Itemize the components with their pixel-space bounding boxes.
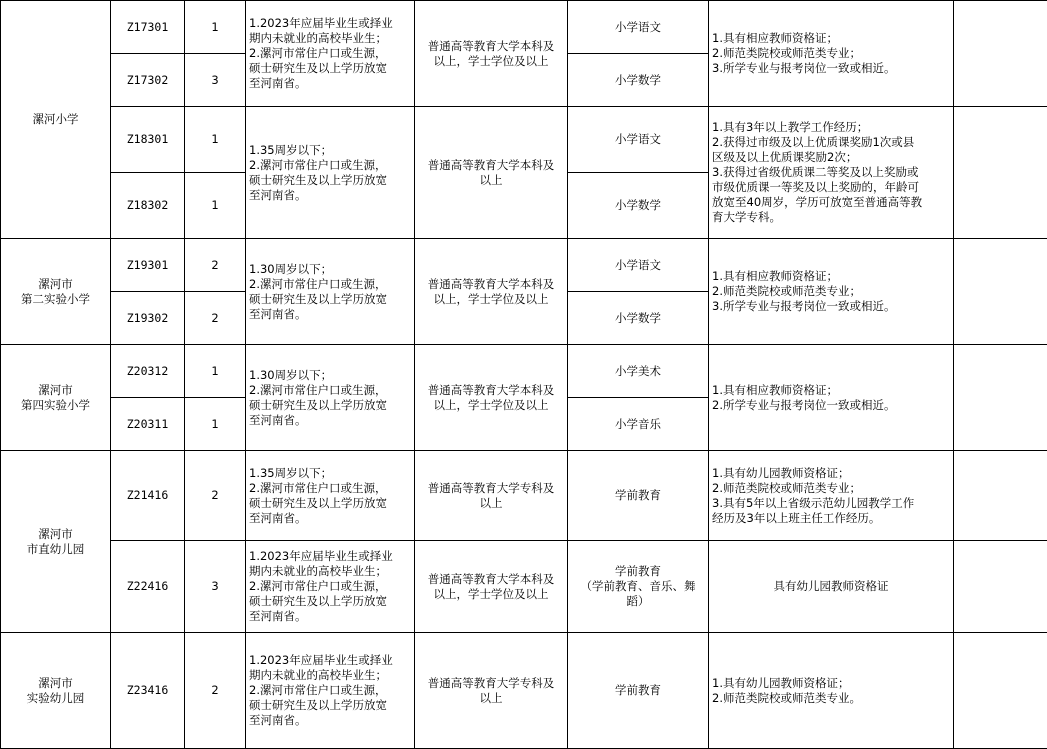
condition-line: 2.漯河市常住户口或生源， [249, 480, 387, 495]
subject-cell [568, 107, 709, 173]
condition-line: 至河南省。 [249, 609, 307, 623]
education-cell [415, 1, 568, 107]
requirement-line: 具有幼儿园教师资格证 [773, 579, 889, 593]
education-line: 以上，学士学位及以上 [433, 586, 549, 601]
condition-cell [246, 451, 415, 541]
subject-cell [568, 54, 709, 107]
unit-line: 第二实验小学 [21, 291, 90, 306]
education-line: 以上 [479, 690, 503, 705]
education-line: 以上，学士学位及以上 [433, 53, 549, 68]
condition-line: 2.漯河市常住户口或生源， [249, 382, 387, 397]
subject-cell [568, 451, 709, 541]
condition-line: 硕士研究生及以上学历放宽 [249, 594, 387, 608]
education-cell [415, 451, 568, 541]
subject-cell [568, 345, 709, 398]
requirement-line: 3.具有5年以上省级示范幼儿园教学工作 [712, 495, 915, 510]
condition-line: 2.漯河市常住户口或生源， [249, 157, 387, 172]
education-cell [415, 107, 568, 239]
unit-line: 漯河市 [38, 382, 73, 397]
remark-cell [954, 345, 1047, 451]
requirement-line: 2.获得过市级及以上优质课奖励1次或县 [712, 135, 915, 149]
education-line: 以上，学士学位及以上 [433, 291, 549, 306]
condition-cell [246, 345, 415, 451]
unit-line: 漯河市 [38, 675, 73, 690]
condition-line: 2.漯河市常住户口或生源， [249, 683, 387, 697]
condition-line: 至河南省。 [249, 76, 307, 90]
post-code-cell: Z18302 [111, 173, 185, 239]
requirement-line: 1.具有相应教师资格证； [712, 382, 838, 397]
post-code-cell: Z19302 [111, 292, 185, 345]
requirement-line: 1.具有相应教师资格证； [712, 31, 838, 45]
table-row [1, 107, 1047, 173]
requirement-cell [709, 633, 954, 749]
condition-line: 至河南省。 [249, 412, 307, 427]
hire-count-cell: 1 [185, 173, 246, 239]
remark-cell [954, 633, 1047, 749]
post-code-cell: Z17301 [111, 1, 185, 54]
hire-count-cell: 2 [185, 451, 246, 541]
condition-cell [246, 633, 415, 749]
condition-line: 至河南省。 [249, 187, 307, 202]
unit-line: 实验幼儿园 [26, 690, 85, 705]
subject-line: 小学音乐 [615, 416, 661, 431]
hire-count-cell: 3 [185, 541, 246, 633]
requirement-line: 1.具有相应教师资格证； [712, 269, 838, 283]
post-code-cell: Z17302 [111, 54, 185, 107]
condition-line: 硕士研究生及以上学历放宽 [249, 291, 387, 306]
remark-cell [954, 107, 1047, 239]
table-row [1, 1, 1047, 54]
hire-count-cell: 1 [185, 1, 246, 54]
education-cell [415, 345, 568, 451]
remark-cell [954, 239, 1047, 345]
unit-cell [1, 633, 111, 749]
remark-cell [954, 541, 1047, 633]
requirement-line: 经历及3年以上班主任工作经历。 [712, 510, 881, 525]
condition-line: 期内未就业的高校毕业生； [249, 31, 387, 45]
education-cell [415, 541, 568, 633]
unit-cell [1, 451, 111, 633]
post-code-cell: Z19301 [111, 239, 185, 292]
post-code-cell: Z20312 [111, 345, 185, 398]
unit-cell [1, 1, 111, 239]
requirement-line: 市级优质课一等奖及以上奖励的，年龄可 [712, 180, 919, 194]
requirement-line: 育大学专科。 [712, 210, 781, 224]
education-line: 普通高等教育大学本科及 [427, 157, 555, 172]
condition-line: 硕士研究生及以上学历放宽 [249, 397, 387, 412]
subject-cell [568, 541, 709, 633]
hire-count-cell: 3 [185, 54, 246, 107]
condition-line: 1.2023年应届毕业生或择业 [249, 653, 393, 667]
hire-count-cell: 1 [185, 107, 246, 173]
condition-line: 1.2023年应届毕业生或择业 [249, 549, 393, 563]
requirement-cell [709, 239, 954, 345]
requirement-cell [709, 541, 954, 633]
subject-line: 蹈） [626, 594, 650, 608]
post-code-cell: Z20311 [111, 398, 185, 451]
requirement-line: 1.具有幼儿园教师资格证； [712, 465, 850, 480]
requirement-line: 2.师范类院校或师范类专业； [712, 46, 861, 60]
remark-cell [954, 451, 1047, 541]
condition-line: 2.漯河市常住户口或生源， [249, 46, 387, 60]
requirement-line: 1.具有3年以上教学工作经历； [712, 120, 869, 134]
education-line: 普通高等教育大学本科及 [427, 571, 555, 586]
table-row [1, 451, 1047, 541]
subject-cell [568, 398, 709, 451]
condition-line: 硕士研究生及以上学历放宽 [249, 698, 387, 712]
post-code-cell: Z22416 [111, 541, 185, 633]
requirement-line: 区级及以上优质课奖励2次； [712, 150, 858, 164]
subject-cell [568, 633, 709, 749]
condition-line: 至河南省。 [249, 510, 307, 525]
post-code-cell: Z21416 [111, 451, 185, 541]
subject-cell [568, 292, 709, 345]
condition-line: 2.漯河市常住户口或生源， [249, 276, 387, 291]
unit-line: 漯河市 [38, 526, 73, 541]
requirement-line: 2.所学专业与报考岗位一致或相近。 [712, 397, 896, 412]
unit-cell [1, 345, 111, 451]
requirement-line: 3.获得过省级优质课二等奖及以上奖励或 [712, 165, 919, 179]
table-row [1, 239, 1047, 292]
hire-count-cell: 2 [185, 633, 246, 749]
subject-line: 小学数学 [615, 310, 661, 325]
education-line: 普通高等教育大学专科及 [427, 480, 555, 495]
subject-cell [568, 173, 709, 239]
condition-line: 硕士研究生及以上学历放宽 [249, 172, 387, 187]
subject-line: 小学数学 [615, 72, 661, 87]
condition-line: 至河南省。 [249, 306, 307, 321]
condition-line: 期内未就业的高校毕业生； [249, 668, 387, 682]
condition-cell [246, 107, 415, 239]
condition-cell [246, 1, 415, 107]
hire-count-cell: 1 [185, 398, 246, 451]
education-line: 普通高等教育大学本科及 [427, 276, 555, 291]
requirement-cell [709, 451, 954, 541]
condition-line: 1.35周岁以下； [249, 465, 333, 480]
requirement-line: 3.所学专业与报考岗位一致或相近。 [712, 299, 896, 313]
condition-line: 1.30周岁以下； [249, 261, 333, 276]
condition-line: 硕士研究生及以上学历放宽 [249, 61, 387, 75]
requirement-cell [709, 1, 954, 107]
subject-line: 小学语文 [615, 132, 661, 146]
condition-line: 2.漯河市常住户口或生源， [249, 579, 387, 593]
subject-line: 小学数学 [615, 198, 661, 212]
education-line: 普通高等教育大学本科及 [427, 38, 555, 53]
post-code-cell: Z18301 [111, 107, 185, 173]
hire-count-cell: 1 [185, 345, 246, 398]
subject-line: 学前教育 [615, 683, 661, 697]
unit-line: 第四实验小学 [21, 397, 90, 412]
subject-line: 小学美术 [615, 363, 661, 378]
condition-cell [246, 239, 415, 345]
hire-count-cell: 2 [185, 239, 246, 292]
unit-line: 漯河小学 [32, 112, 79, 126]
condition-line: 1.2023年应届毕业生或择业 [249, 16, 393, 30]
education-line: 以上 [479, 495, 503, 510]
subject-line: 学前教育 [615, 488, 661, 502]
post-code-cell: Z23416 [111, 633, 185, 749]
subject-line: 小学语文 [615, 19, 661, 34]
requirement-cell [709, 107, 954, 239]
education-line: 普通高等教育大学本科及 [427, 382, 555, 397]
condition-line: 1.30周岁以下； [249, 367, 333, 382]
hire-count-cell: 2 [185, 292, 246, 345]
requirement-line: 3.所学专业与报考岗位一致或相近。 [712, 61, 896, 75]
condition-line: 1.35周岁以下； [249, 142, 333, 157]
education-line: 以上 [479, 172, 503, 187]
subject-line: 小学语文 [615, 257, 661, 272]
requirement-line: 2.师范类院校或师范类专业； [712, 284, 861, 298]
requirement-line: 1.具有幼儿园教师资格证； [712, 675, 850, 690]
remark-cell [954, 1, 1047, 107]
subject-line: 学前教育 [615, 564, 661, 578]
subject-cell [568, 239, 709, 292]
condition-cell [246, 541, 415, 633]
education-line: 以上，学士学位及以上 [433, 397, 549, 412]
unit-line: 漯河市 [38, 276, 73, 291]
table-row [1, 541, 1047, 633]
condition-line: 至河南省。 [249, 713, 307, 727]
table-row [1, 633, 1047, 749]
unit-line: 市直幼儿园 [26, 541, 85, 556]
requirement-cell [709, 345, 954, 451]
condition-line: 硕士研究生及以上学历放宽 [249, 495, 387, 510]
subject-line: （学前教育、音乐、舞 [580, 579, 696, 593]
requirement-line: 2.师范类院校或师范类专业。 [712, 690, 861, 705]
subject-cell [568, 1, 709, 54]
education-line: 普通高等教育大学专科及 [427, 675, 555, 690]
condition-line: 期内未就业的高校毕业生； [249, 564, 387, 578]
unit-cell [1, 239, 111, 345]
education-cell [415, 239, 568, 345]
requirement-line: 2.师范类院校或师范类专业； [712, 480, 861, 495]
table-row [1, 345, 1047, 398]
education-cell [415, 633, 568, 749]
requirement-line: 放宽至40周岁，学历可放宽至普通高等教 [712, 195, 923, 209]
